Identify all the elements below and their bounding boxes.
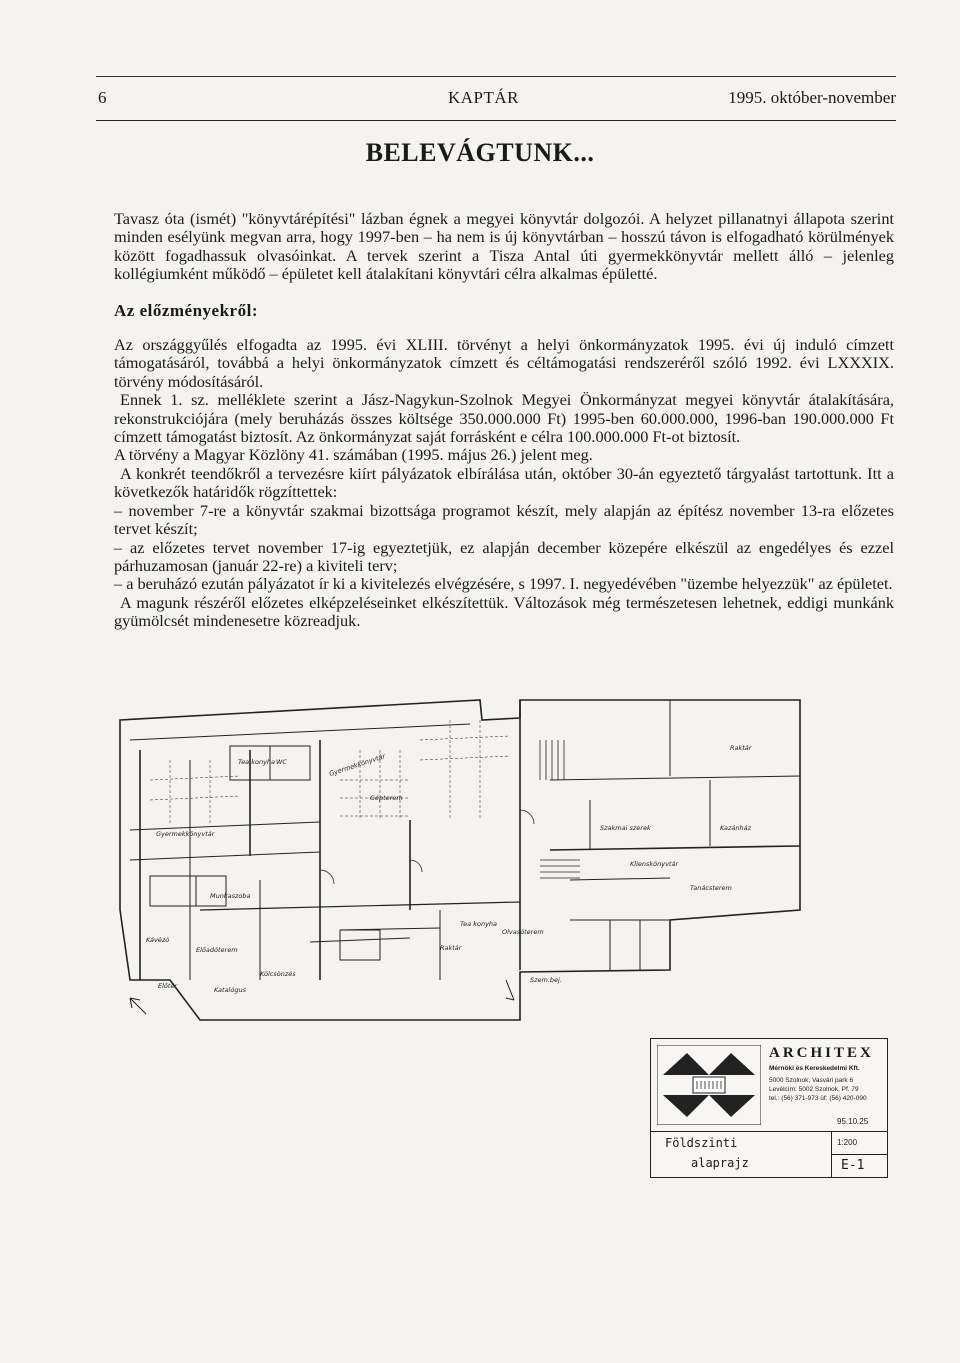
room-label: WC [276,758,287,766]
page-number: 6 [98,88,107,107]
article-body [114,210,894,631]
room-label: Kazánház [720,824,752,832]
body-paragraph: Ennek 1. sz. melléklete szerint a Jász-Nagykun-Szolnok Megyei Önkormányzat megyei könyvtár átalakítására, rekonstrukciójára (mely beruházás összes költsége 350.000.000 Ft) 1995-ben 60.000.000, 1996-ban 190.000.000 Ft címzett támogatást biztosít. Az önkormányzat saját forrásként e célra 100.000.000 Ft-ot biztosít. [114,390,894,447]
room-label: Kávézó [146,936,170,944]
firm-postal-address: Levélcím: 5002 Szolnok, Pf. 79 [769,1086,859,1093]
body-paragraph: – a beruházó ezután pályázatot ír ki a kivitelezés elvégzésére, s 1997. I. negyedévében "üzembe helyezzük" az épületet. [114,574,893,594]
issue-date: 1995. október-november [728,88,896,107]
room-label: Olvasóterem [502,928,544,936]
article-title: BELEVÁGTUNK... [365,138,595,167]
firm-address: 5000 Szolnok, Vasvári park 6 [769,1077,854,1084]
body-paragraph: A konkrét teendőkről a tervezésre kiírt pályázatok elbírálása után, október 30-án egyeztető tárgyalást tartottunk. Itt a következők határidők rögzíttettek: [114,463,894,502]
room-label: Előadóterem [196,946,238,954]
room-label: Tea konyha [238,758,276,766]
room-label: Kölcsönzés [260,970,296,978]
room-label: Katalógus [214,986,246,994]
section-heading: Az előzményekről: [114,300,258,320]
body-paragraph: – november 7-re a könyvtár szakmai bizottsága programot készít, mely alapján az építész november 13-ra előzetes tervet készít; [114,500,894,539]
room-label: Tanácsterem [690,884,732,892]
header-rule [96,120,896,121]
room-label: Szakmai szerek [600,824,651,832]
body-paragraph: A törvény a Magyar Közlöny 41. számában (1995. május 26.) jelent meg. [114,445,593,465]
drawing-title: Földszinti [665,1136,738,1150]
body-paragraph: – az előzetes tervet november 17-ig egyeztetjük, ez alapján december közepére elkészül az engedélyes és ezzel párhuzamosan (január 22-re) a kiviteli terv; [114,537,894,575]
body-paragraph: A magunk részéről előzetes elképzeléseinket elkészítettük. Változások még természetesen lehetnek, eddigi munkánk gyümölcsét mindenesetre közreadjuk. [114,592,894,631]
room-label: Raktár [730,744,752,752]
title-block-grid [651,1131,887,1178]
sheet-number: E-1 [841,1158,865,1173]
intro-paragraph: Tavasz óta (ismét) "könyvtárépítési" lázban égnek a megyei könyvtár dolgozói. A helyzet pillanatnyi állapota szerint minden esélyünk megvan arra, hogy 1997-ben – ha nem is új könyvtárban – hosszú távon is elfogadható körülmények között fogadhassuk olvasóinkat. A tervek szerint a Tisza Antal úti gyermekkönyvtár mellett álló – jelenleg kollégiumként működő – épületet kell átalakítani könyvtári célra alkalmas épületté. [114,209,894,284]
magazine-name: KAPTÁR [448,88,520,107]
drawing-title: alaprajz [691,1156,749,1170]
room-label: Tea konyha [460,920,498,928]
room-label: Munkaszoba [210,892,251,900]
room-label: Szem.bej. [530,976,562,984]
room-label: Raktár [440,944,462,952]
top-rule [96,76,896,77]
room-label: Klienskönyvtár [630,860,679,868]
room-label: Előtér [158,982,178,990]
running-header [96,88,896,112]
room-label: Gyermekkönyvtár [156,830,215,838]
firm-phone: tel.: (56) 371-973 üf: (56) 420-090 [769,1095,867,1102]
firm-name: ARCHITEX [769,1045,874,1061]
architex-logo [657,1045,761,1125]
firm-subtitle: Mérnöki és Kereskedelmi Kft. [769,1065,860,1072]
drawing-title-block [650,1038,888,1178]
drawing-scale: 1:200 [837,1138,858,1147]
drawing-date: 95.10.25 [837,1117,869,1126]
room-label: Gyermekkönyvtár [328,752,387,778]
body-paragraph: Az országgyűlés elfogadta az 1995. évi XLIII. törvényt a helyi önkormányzatok 1995. évi új induló címzett támogatásáról, továbbá a helyi önkormányzatok címzett és céltámogatási rendszeréről szóló 1992. évi LXXXIX. törvény módosításáról. [114,335,894,391]
room-label: Gépterem [370,794,403,802]
floor-plan-drawing [110,680,810,1040]
